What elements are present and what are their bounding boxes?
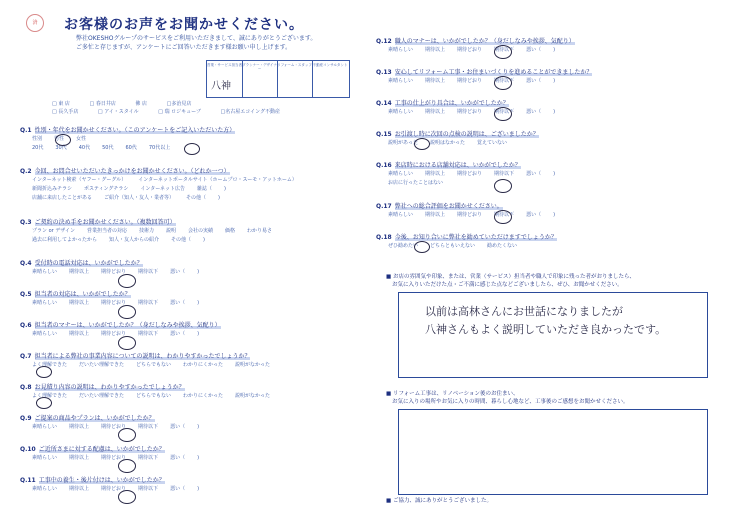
question-number: Q.12: [376, 38, 392, 45]
staff-cell-planner: [242, 61, 278, 97]
comment1-handwritten-1: 以前は高林さんにお世話になりましたが: [425, 305, 623, 318]
question-number: Q.13: [376, 69, 392, 76]
answer-option[interactable]: 60代: [125, 145, 137, 151]
comment1-label-2: お気に入りいただけた点・ご不満に感じた点などございましたら、ぜひ、お聞かせください。: [392, 282, 623, 288]
handwritten-answer-circle: [118, 305, 136, 319]
answer-option[interactable]: 期待どおり: [457, 171, 483, 177]
answer-option[interactable]: 悪い（: [170, 455, 186, 461]
staff-cell-reform: [277, 61, 313, 97]
answer-option[interactable]: ポスティングチラシ: [84, 186, 129, 192]
answer-option[interactable]: 素晴らしい: [388, 78, 414, 84]
answer-options-row: [388, 139, 519, 146]
comment2-label-1: ■ リフォーム工事は、リノベーション後のお住まい、: [386, 391, 519, 397]
question-label: 今回、お問合せいただいたきっかけをお聞かせください。（どれか一つ）: [34, 168, 230, 175]
received-stamp: 済: [26, 14, 44, 32]
question-label: 担当者のマナーは、いかがでしたか？（身だしなみや挨拶、気配り）: [34, 322, 221, 329]
answer-option[interactable]: 素晴らしい: [388, 212, 414, 218]
answer-option[interactable]: ): [218, 195, 220, 201]
answer-option[interactable]: 素晴らしい: [388, 109, 414, 115]
answer-option[interactable]: 期待以下: [494, 109, 515, 115]
comment1-label-1: ■ お店の雰囲気や印象、または、営業（サービス）担当者や職人で印象に残った者がおりましたら、: [386, 274, 635, 280]
answer-option[interactable]: 期待以下: [138, 269, 159, 275]
staff-cell-realestate: [312, 61, 348, 97]
comment2-box[interactable]: [398, 409, 708, 495]
answer-option[interactable]: 期待以上: [425, 109, 446, 115]
answer-option[interactable]: 期待どおり: [101, 331, 127, 337]
question-text: [376, 36, 575, 45]
handwritten-answer-circle: [118, 274, 136, 288]
question-number: Q.3: [20, 219, 32, 226]
answer-option[interactable]: その他（: [171, 237, 192, 243]
handwritten-answer-circle: [414, 138, 430, 150]
answer-option[interactable]: ): [197, 455, 200, 461]
answer-option[interactable]: 期待どおり: [101, 486, 127, 492]
question-number: Q.4: [20, 260, 32, 267]
question-number: Q.10: [20, 446, 36, 453]
answer-options-row: [388, 211, 567, 218]
answer-option[interactable]: 期待どおり: [457, 47, 483, 53]
store-option[interactable]: □ 東 店: [52, 101, 70, 107]
staff-label: 不動産コンサルタント: [312, 63, 348, 67]
question-number: Q.7: [20, 353, 32, 360]
answer-options-row: [32, 176, 309, 183]
question-text: [20, 320, 221, 329]
answer-option[interactable]: ): [553, 171, 556, 177]
answer-options-row: [388, 77, 567, 84]
answer-option[interactable]: 悪い（: [526, 171, 542, 177]
answer-option[interactable]: 期待以上: [69, 424, 90, 430]
question-text: [20, 125, 235, 134]
handwritten-answer-circle: [36, 397, 52, 409]
question-text: [20, 217, 176, 226]
page-title: お客様のお声をお聞かせください。: [64, 17, 304, 33]
answer-option[interactable]: 悪い（: [170, 331, 186, 337]
intro-line-2: ご多忙と存じますが、アンケートにご回答いただきます様お願い申し上げます。: [76, 44, 292, 51]
answer-option[interactable]: ): [197, 300, 200, 306]
question-label: ご提案の商品やプランは、いかがでしたか？: [34, 415, 155, 422]
question-text: [20, 351, 250, 360]
answer-options-row: [388, 179, 455, 186]
staff-cell-sales: [207, 61, 243, 97]
store-option[interactable]: □名古屋エコイング不動産: [220, 109, 281, 115]
answer-option[interactable]: 男性: [54, 136, 65, 142]
handwritten-answer-circle: [118, 459, 136, 473]
answer-option[interactable]: ): [197, 331, 200, 337]
answer-option[interactable]: 期待以上: [69, 331, 90, 337]
answer-option[interactable]: 説明: [165, 228, 176, 234]
answer-option[interactable]: わかりにくかった: [182, 362, 223, 368]
answer-option[interactable]: 素晴らしい: [32, 486, 58, 492]
answer-option[interactable]: ): [553, 78, 556, 84]
answer-option[interactable]: 期待以上: [425, 171, 446, 177]
question-number: Q.17: [376, 203, 392, 210]
store-option[interactable]: □ 瑞 ロジキューブ: [158, 109, 201, 115]
answer-option[interactable]: 雑誌（: [196, 186, 212, 192]
answer-option[interactable]: 期待以下: [494, 171, 515, 177]
answer-option[interactable]: だいたい理解できた: [79, 393, 125, 399]
answer-option[interactable]: 素晴らしい: [32, 331, 58, 337]
staff-handwritten-name: 八神: [211, 81, 231, 92]
store-option[interactable]: 佛 店: [135, 101, 148, 107]
answer-options-row: [32, 185, 238, 192]
question-number: Q.5: [20, 291, 32, 298]
answer-option[interactable]: 期待以上: [425, 78, 446, 84]
question-number: Q.15: [376, 131, 392, 138]
answer-option[interactable]: 期待以下: [138, 455, 159, 461]
answer-option[interactable]: 50代: [102, 145, 114, 151]
answer-option[interactable]: 悪い（: [170, 269, 186, 275]
answer-options-row: [388, 108, 567, 115]
handwritten-answer-circle: [414, 241, 430, 253]
answer-option[interactable]: 新聞折込みチラシ: [32, 186, 73, 192]
answer-options-row: [32, 236, 217, 243]
answer-option[interactable]: ): [203, 237, 205, 243]
question-label: 今後、お知り合いに弊社を勧めていただけますでしょうか？: [394, 234, 557, 241]
answer-option[interactable]: プラン or デザイン: [32, 228, 75, 234]
answer-option[interactable]: インターネットポータルサイト（ホームプロ・スーモ・アットホーム）: [138, 177, 297, 183]
comment2-label-2: お気に入りの場所やお気に入りの時間、暮らし心地など、工事後のご感想をお聞かせください。: [392, 399, 629, 405]
staff-box: [206, 60, 350, 98]
handwritten-answer-circle: [494, 210, 515, 224]
answer-options-row: [388, 46, 567, 53]
answer-option[interactable]: 勧めたくない: [487, 243, 518, 249]
staff-label: プランナー・デザイナー: [242, 63, 277, 71]
intro-line-1: 弊社OKESHOグループのサービスをご利用いただきまして、誠にありがとうございます。: [76, 35, 317, 42]
staff-label: リフォーム・スタッフ: [277, 63, 312, 67]
question-label: 職人のマナーは、いかがでしたか？（身だしなみや挨拶、気配り）: [394, 38, 575, 45]
answer-option[interactable]: 素晴らしい: [32, 269, 58, 275]
answer-option[interactable]: 素晴らしい: [32, 300, 58, 306]
answer-option[interactable]: 説明がなかった: [235, 362, 271, 368]
handwritten-answer-circle: [494, 45, 515, 59]
question-text: [20, 258, 143, 267]
answer-option[interactable]: その他（: [186, 195, 207, 201]
answer-option[interactable]: わかり易さ: [247, 228, 273, 234]
question-label: 安心してリフォーム工事・お住まいづくりを進めることができましたか？: [394, 69, 593, 76]
question-text: [376, 232, 557, 241]
answer-options-row: [32, 194, 232, 201]
handwritten-answer-circle: [55, 134, 71, 146]
question-label: 来店時における店舗対応は、いかがでしたか？: [394, 162, 521, 169]
answer-option[interactable]: 期待以下: [138, 424, 159, 430]
question-number: Q.16: [376, 162, 392, 169]
question-text: [376, 129, 539, 138]
answer-option[interactable]: どちらでもない: [136, 393, 171, 399]
question-number: Q.6: [20, 322, 32, 329]
comment1-box[interactable]: [398, 292, 708, 378]
handwritten-answer-circle: [494, 179, 512, 193]
handwritten-answer-circle: [494, 107, 515, 121]
question-number: Q.2: [20, 168, 32, 175]
answer-option[interactable]: どちらともいえない: [430, 243, 476, 249]
question-text: [20, 289, 131, 298]
answer-option[interactable]: ): [197, 486, 200, 492]
answer-options-row: [32, 144, 182, 151]
answer-option[interactable]: 悪い（: [526, 47, 542, 53]
question-text: [20, 382, 185, 391]
question-label: 担当者の対応は、いかがでしたか？: [34, 291, 131, 298]
question-label: 性別・年代をお聞かせください。（このアンケートをご記入いただいた方）: [34, 127, 236, 134]
answer-option[interactable]: 期待どおり: [457, 78, 483, 84]
answer-option[interactable]: 過去に利用してよかったから: [32, 237, 98, 243]
answer-option[interactable]: 素晴らしい: [388, 47, 414, 53]
comment1-handwritten-2: 八神さんもよく説明していただき良かったです。: [425, 323, 667, 336]
answer-option[interactable]: 70代以上: [148, 145, 171, 151]
answer-option[interactable]: 期待以下: [494, 212, 515, 218]
answer-option[interactable]: 悪い（: [526, 78, 542, 84]
answer-option[interactable]: 性別: [32, 136, 43, 142]
answer-option[interactable]: ): [553, 212, 556, 218]
question-label: 担当者による弊社の事業内容についての説明は、わかりやすかったでしょうか？: [34, 353, 251, 360]
answer-option[interactable]: ご紹介（知人・友人・業者等）: [104, 195, 175, 201]
question-number: Q.14: [376, 100, 392, 107]
answer-option[interactable]: 期待以下: [494, 47, 515, 53]
question-label: 工事の仕上がり具合は、いかがでしたか？: [394, 100, 509, 107]
answer-option[interactable]: 悪い（: [526, 212, 542, 218]
answer-option[interactable]: 悪い（: [170, 424, 186, 430]
handwritten-answer-circle: [494, 76, 515, 90]
store-option[interactable]: □ 春日井店: [89, 101, 116, 107]
answer-option[interactable]: 店舗に来店したことがある: [32, 195, 93, 201]
question-label: 工事中の養生・後片付けは、いかがでしたか？: [38, 477, 165, 484]
answer-option[interactable]: 知人・友人からの紹介: [109, 237, 160, 243]
answer-option[interactable]: 素晴らしい: [32, 424, 58, 430]
answer-option[interactable]: お店に行ったことはない: [388, 180, 444, 186]
answer-option[interactable]: 説明はなかった: [429, 140, 465, 146]
question-label: お引渡し時に次回の点検の説明は、ございましたか？: [394, 131, 539, 138]
store-option[interactable]: □多治見店: [166, 101, 192, 107]
answer-option[interactable]: 女性: [76, 136, 87, 142]
answer-option[interactable]: ): [197, 269, 200, 275]
question-label: ご契約の決め手をお聞かせください。（複数回答可）: [34, 219, 176, 226]
question-number: Q.9: [20, 415, 32, 422]
handwritten-answer-circle: [118, 336, 136, 350]
answer-option[interactable]: 素晴らしい: [32, 455, 58, 461]
question-text: [376, 67, 592, 76]
answer-option[interactable]: 技術力: [138, 228, 154, 234]
handwritten-answer-circle: [118, 490, 136, 504]
answer-option[interactable]: 期待以上: [69, 269, 90, 275]
answer-option[interactable]: 期待以上: [69, 300, 90, 306]
answer-option[interactable]: 会社の実績: [188, 228, 214, 234]
answer-option[interactable]: 期待以上: [69, 455, 90, 461]
thanks-footer: ■ ご協力、誠にありがとうございました。: [386, 498, 492, 504]
answer-options-row: [388, 242, 529, 249]
answer-option[interactable]: 期待どおり: [101, 269, 127, 275]
answer-options-row: [388, 170, 567, 177]
answer-option[interactable]: 説明があった: [388, 140, 418, 146]
question-label: 弊社への総合評価をお聞かせください。: [394, 203, 503, 210]
question-text: [376, 98, 509, 107]
answer-option[interactable]: 営業担当者の対応: [86, 228, 127, 234]
answer-option[interactable]: 期待以下: [138, 300, 159, 306]
answer-option[interactable]: 説明がなかった: [235, 393, 271, 399]
question-number: Q.1: [20, 127, 32, 134]
question-text: [20, 475, 165, 484]
answer-option[interactable]: 期待どおり: [457, 212, 483, 218]
handwritten-answer-circle: [36, 366, 52, 378]
answer-option[interactable]: よく理解できた: [32, 362, 68, 368]
answer-option[interactable]: 40代: [78, 145, 91, 151]
staff-label: 営業・サービス担当者: [207, 63, 242, 67]
answer-option[interactable]: 期待どおり: [457, 109, 483, 115]
answer-option[interactable]: 30代: [55, 145, 67, 151]
answer-options-row: [32, 361, 282, 368]
question-text: [376, 201, 503, 210]
answer-option[interactable]: 素晴らしい: [388, 171, 414, 177]
handwritten-answer-circle: [184, 143, 200, 155]
question-text: [20, 413, 155, 422]
store-option[interactable]: □ 長久手店: [52, 109, 79, 115]
answer-option[interactable]: よく理解できた: [32, 393, 68, 399]
question-number: Q.11: [20, 477, 36, 484]
answer-option[interactable]: インターネット広告: [140, 186, 185, 192]
question-number: Q.8: [20, 384, 32, 391]
answer-option[interactable]: 期待以下: [138, 331, 159, 337]
answer-option[interactable]: 20代: [32, 145, 44, 151]
answer-options-row: [32, 227, 284, 234]
answer-option[interactable]: ぜひ勧めたい: [388, 243, 419, 249]
store-row-1: [52, 100, 209, 107]
answer-option[interactable]: 期待以上: [425, 212, 446, 218]
store-option[interactable]: □ アイ・スタイル: [97, 109, 139, 115]
store-row-2: [52, 108, 298, 115]
answer-option[interactable]: 期待以上: [69, 486, 90, 492]
answer-option[interactable]: 価格: [225, 228, 236, 234]
answer-option[interactable]: 期待以上: [425, 47, 446, 53]
question-text: [20, 444, 165, 453]
answer-option[interactable]: 期待以下: [494, 78, 515, 84]
answer-option[interactable]: ): [553, 47, 556, 53]
answer-option[interactable]: ): [197, 424, 200, 430]
question-label: 受付時の電話対応は、いかがでしたか？: [34, 260, 143, 267]
answer-option[interactable]: だいたい理解できた: [79, 362, 125, 368]
answer-option[interactable]: 期待以下: [138, 486, 159, 492]
answer-option[interactable]: ): [553, 109, 556, 115]
question-label: ご近所さまに対する配慮は、いかがでしたか？: [38, 446, 165, 453]
answer-options-row: [32, 392, 282, 399]
answer-option[interactable]: 期待どおり: [101, 300, 127, 306]
question-number: Q.18: [376, 234, 392, 241]
answer-option[interactable]: 覚えていない: [476, 140, 507, 146]
handwritten-answer-circle: [118, 428, 136, 442]
answer-option[interactable]: 期待どおり: [101, 455, 127, 461]
question-text: [376, 160, 521, 169]
answer-option[interactable]: 期待どおり: [101, 424, 127, 430]
answer-option[interactable]: 悪い（: [170, 300, 186, 306]
question-label: お見積り内容の説明は、わかりやすかったでしょうか？: [34, 384, 185, 391]
answer-option[interactable]: どちらでもない: [136, 362, 171, 368]
answer-option[interactable]: インターネット検索（ヤフー・グーグル）: [32, 177, 127, 183]
answer-option[interactable]: ): [224, 186, 226, 192]
answer-option[interactable]: 悪い（: [170, 486, 186, 492]
question-text: [20, 166, 230, 175]
answer-option[interactable]: わかりにくかった: [182, 393, 223, 399]
answer-option[interactable]: 悪い（: [526, 109, 542, 115]
